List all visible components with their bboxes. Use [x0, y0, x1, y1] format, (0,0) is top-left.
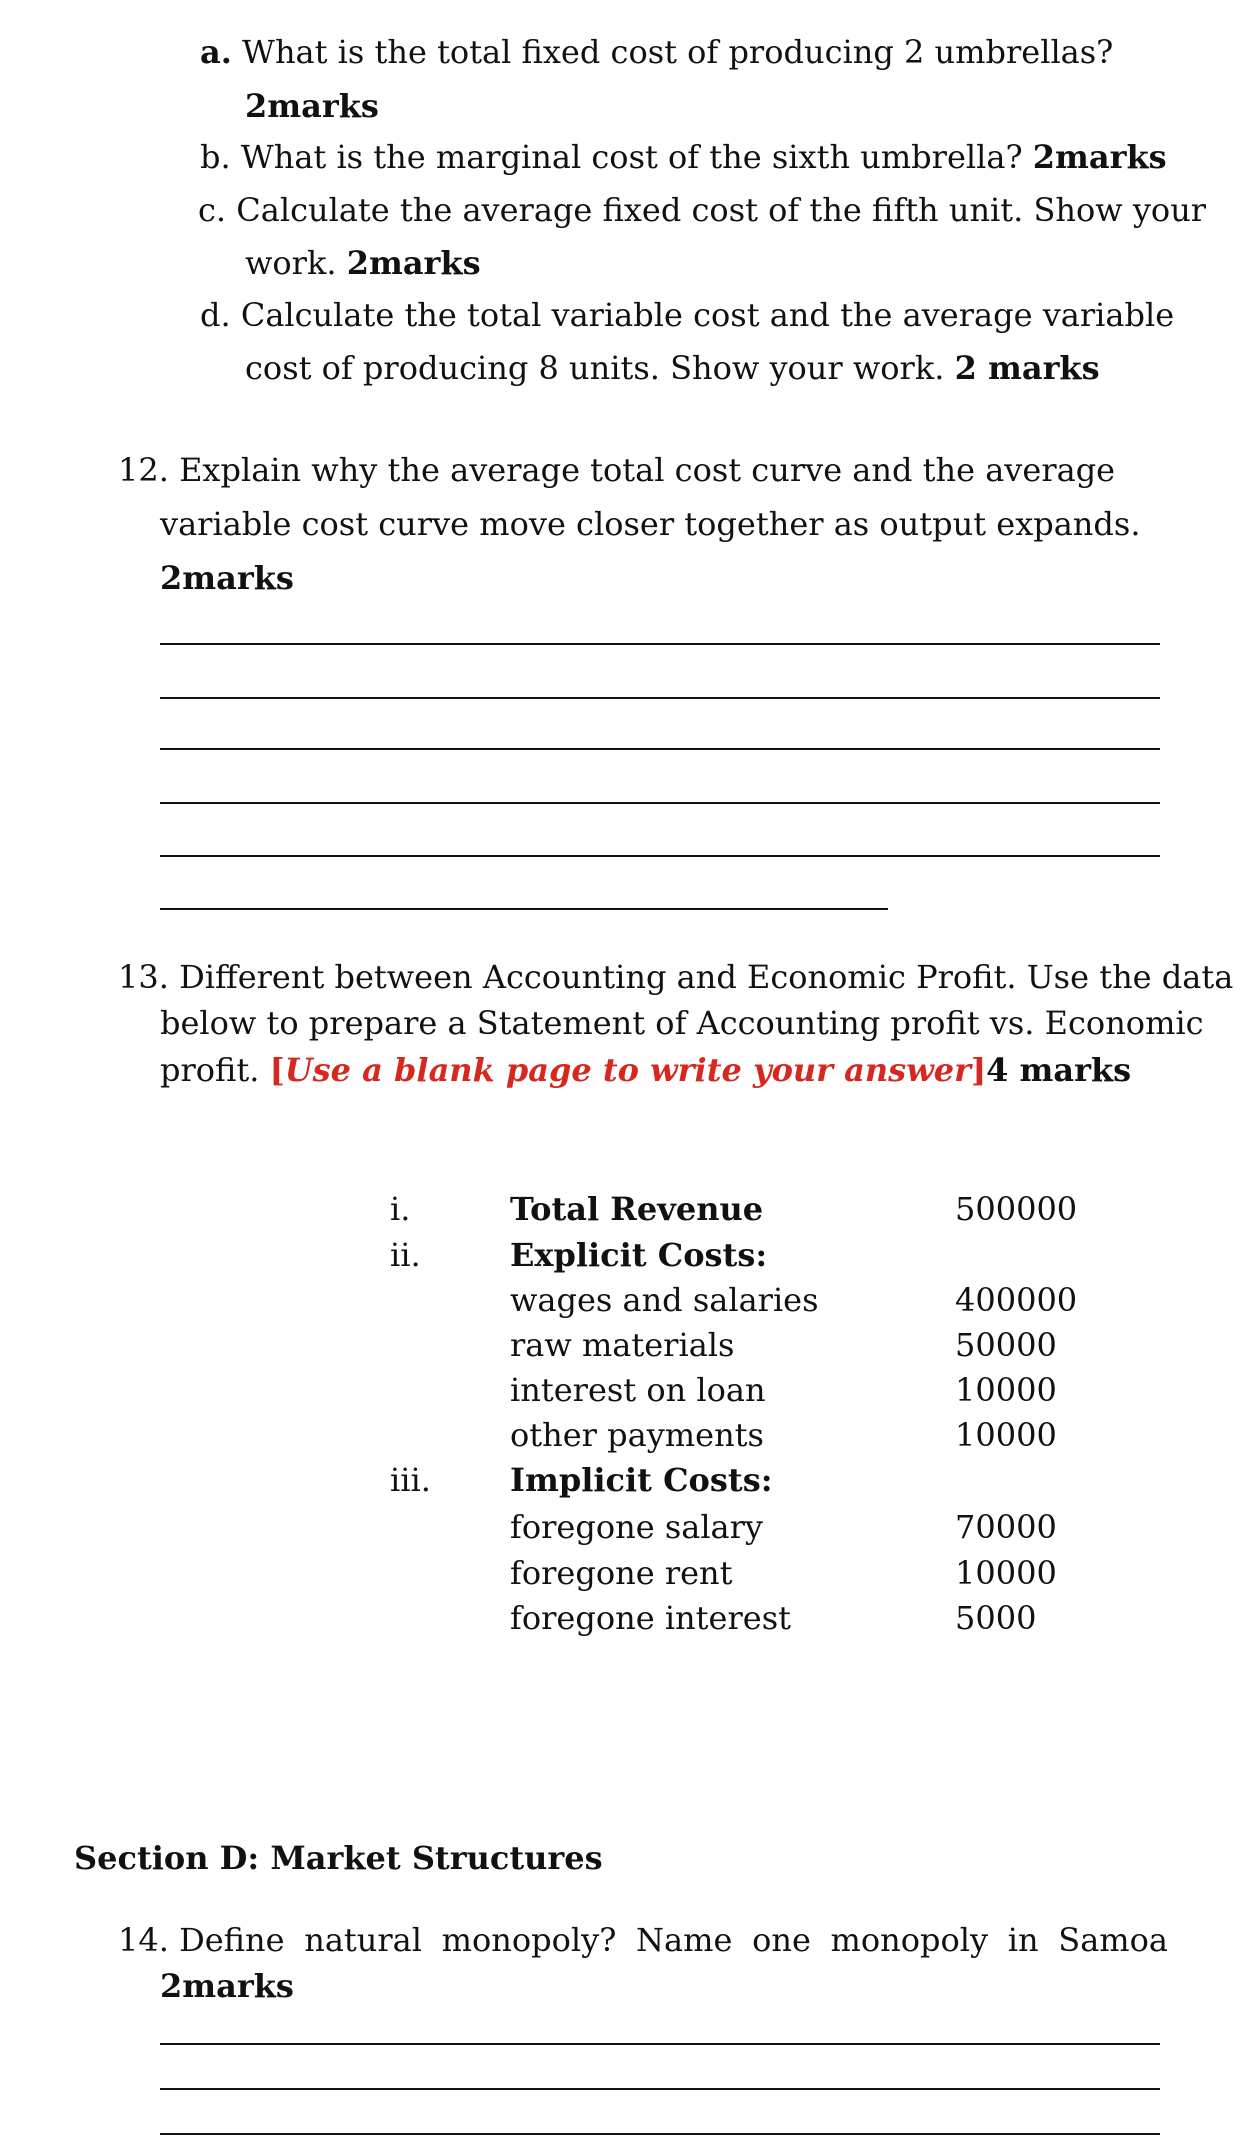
row-label: other payments — [510, 1416, 764, 1454]
q11b-text: b. What is the marginal cost of the sixth umbrella? — [200, 138, 1033, 176]
answer-line-6 — [160, 908, 888, 910]
q14-word: natural — [304, 1921, 422, 1959]
row-label: Explicit Costs: — [510, 1236, 768, 1274]
q14-marks: 2marks — [160, 1967, 294, 2005]
answer-line-q14-3 — [160, 2133, 1160, 2135]
q11d-line1: d. Calculate the total variable cost and the average variable — [200, 296, 1175, 334]
q14-line1 — [118, 1920, 1168, 1960]
q14-word: Samoa — [1058, 1921, 1168, 1959]
q13-marks: 4 marks — [986, 1051, 1132, 1089]
row-value: 400000 — [955, 1281, 1078, 1319]
row-value: 500000 — [955, 1190, 1078, 1228]
q11d-text2: cost of producing 8 units. Show your work. — [245, 349, 955, 387]
answer-line-5 — [160, 855, 1160, 857]
row-value: 10000 — [955, 1371, 1057, 1409]
row-label: foregone interest — [510, 1599, 791, 1637]
row-value: 70000 — [955, 1508, 1057, 1546]
q13-bracket-close: ] — [970, 1051, 987, 1089]
row-label: Total Revenue — [510, 1190, 764, 1228]
row-value: 5000 — [955, 1599, 1037, 1637]
section-d-heading: Section D: Market Structures — [74, 1839, 603, 1877]
q12-line1: 12. Explain why the average total cost curve and the average — [118, 451, 1116, 489]
q11c-line2 — [245, 243, 481, 283]
q14-word: monopoly? — [441, 1921, 617, 1959]
q11a-text: What is the total fixed cost of producing 2 umbrellas? — [231, 33, 1114, 71]
row-number: iii. — [390, 1461, 431, 1499]
q11c-text2: work. — [245, 244, 347, 282]
row-value: 10000 — [955, 1416, 1057, 1454]
answer-line-q14-2 — [160, 2088, 1160, 2090]
row-value: 10000 — [955, 1554, 1057, 1592]
row-label: raw materials — [510, 1326, 735, 1364]
q13-line2: below to prepare a Statement of Accounting profit vs. Economic — [160, 1004, 1204, 1042]
q11a-marks: 2marks — [245, 87, 379, 125]
q13-instruction: Use a blank page to write your answer — [284, 1051, 971, 1089]
row-label: Implicit Costs: — [510, 1461, 773, 1499]
q14-word: monopoly — [830, 1921, 989, 1959]
q14-word: in — [1007, 1921, 1039, 1959]
q11a-line — [200, 32, 1113, 72]
row-label: interest on loan — [510, 1371, 766, 1409]
row-label: wages and salaries — [510, 1281, 819, 1319]
q13-line3 — [160, 1050, 1131, 1090]
q11d-line2 — [245, 348, 1100, 388]
q12-line2: variable cost curve move closer together as output expands. — [160, 505, 1141, 543]
row-label: foregone rent — [510, 1554, 733, 1592]
answer-line-q14-1 — [160, 2043, 1160, 2045]
q13-line3-start: profit. — [160, 1051, 270, 1089]
q11c-marks: 2marks — [346, 244, 481, 282]
q11a-letter: a. — [200, 33, 232, 71]
row-value: 50000 — [955, 1326, 1057, 1364]
answer-line-3 — [160, 748, 1160, 750]
row-number: i. — [390, 1190, 411, 1228]
q13-line1: 13. Different between Accounting and Economic Profit. Use the data — [118, 958, 1234, 996]
answer-line-4 — [160, 802, 1160, 804]
row-label: foregone salary — [510, 1508, 763, 1546]
q14-word: 14. Define — [118, 1921, 285, 1959]
row-number: ii. — [390, 1236, 421, 1274]
q11b-line — [200, 137, 1167, 177]
answer-line-2 — [160, 697, 1160, 699]
q14-word: Name — [636, 1921, 733, 1959]
q14-word: one — [752, 1921, 811, 1959]
q11d-marks: 2 marks — [954, 349, 1100, 387]
q11c-line1: c. Calculate the average fixed cost of the fifth unit. Show your — [198, 191, 1207, 229]
answer-line-1 — [160, 643, 1160, 645]
q13-bracket-open: [ — [269, 1051, 285, 1089]
q12-marks: 2marks — [160, 559, 294, 597]
q11b-marks: 2marks — [1032, 138, 1167, 176]
